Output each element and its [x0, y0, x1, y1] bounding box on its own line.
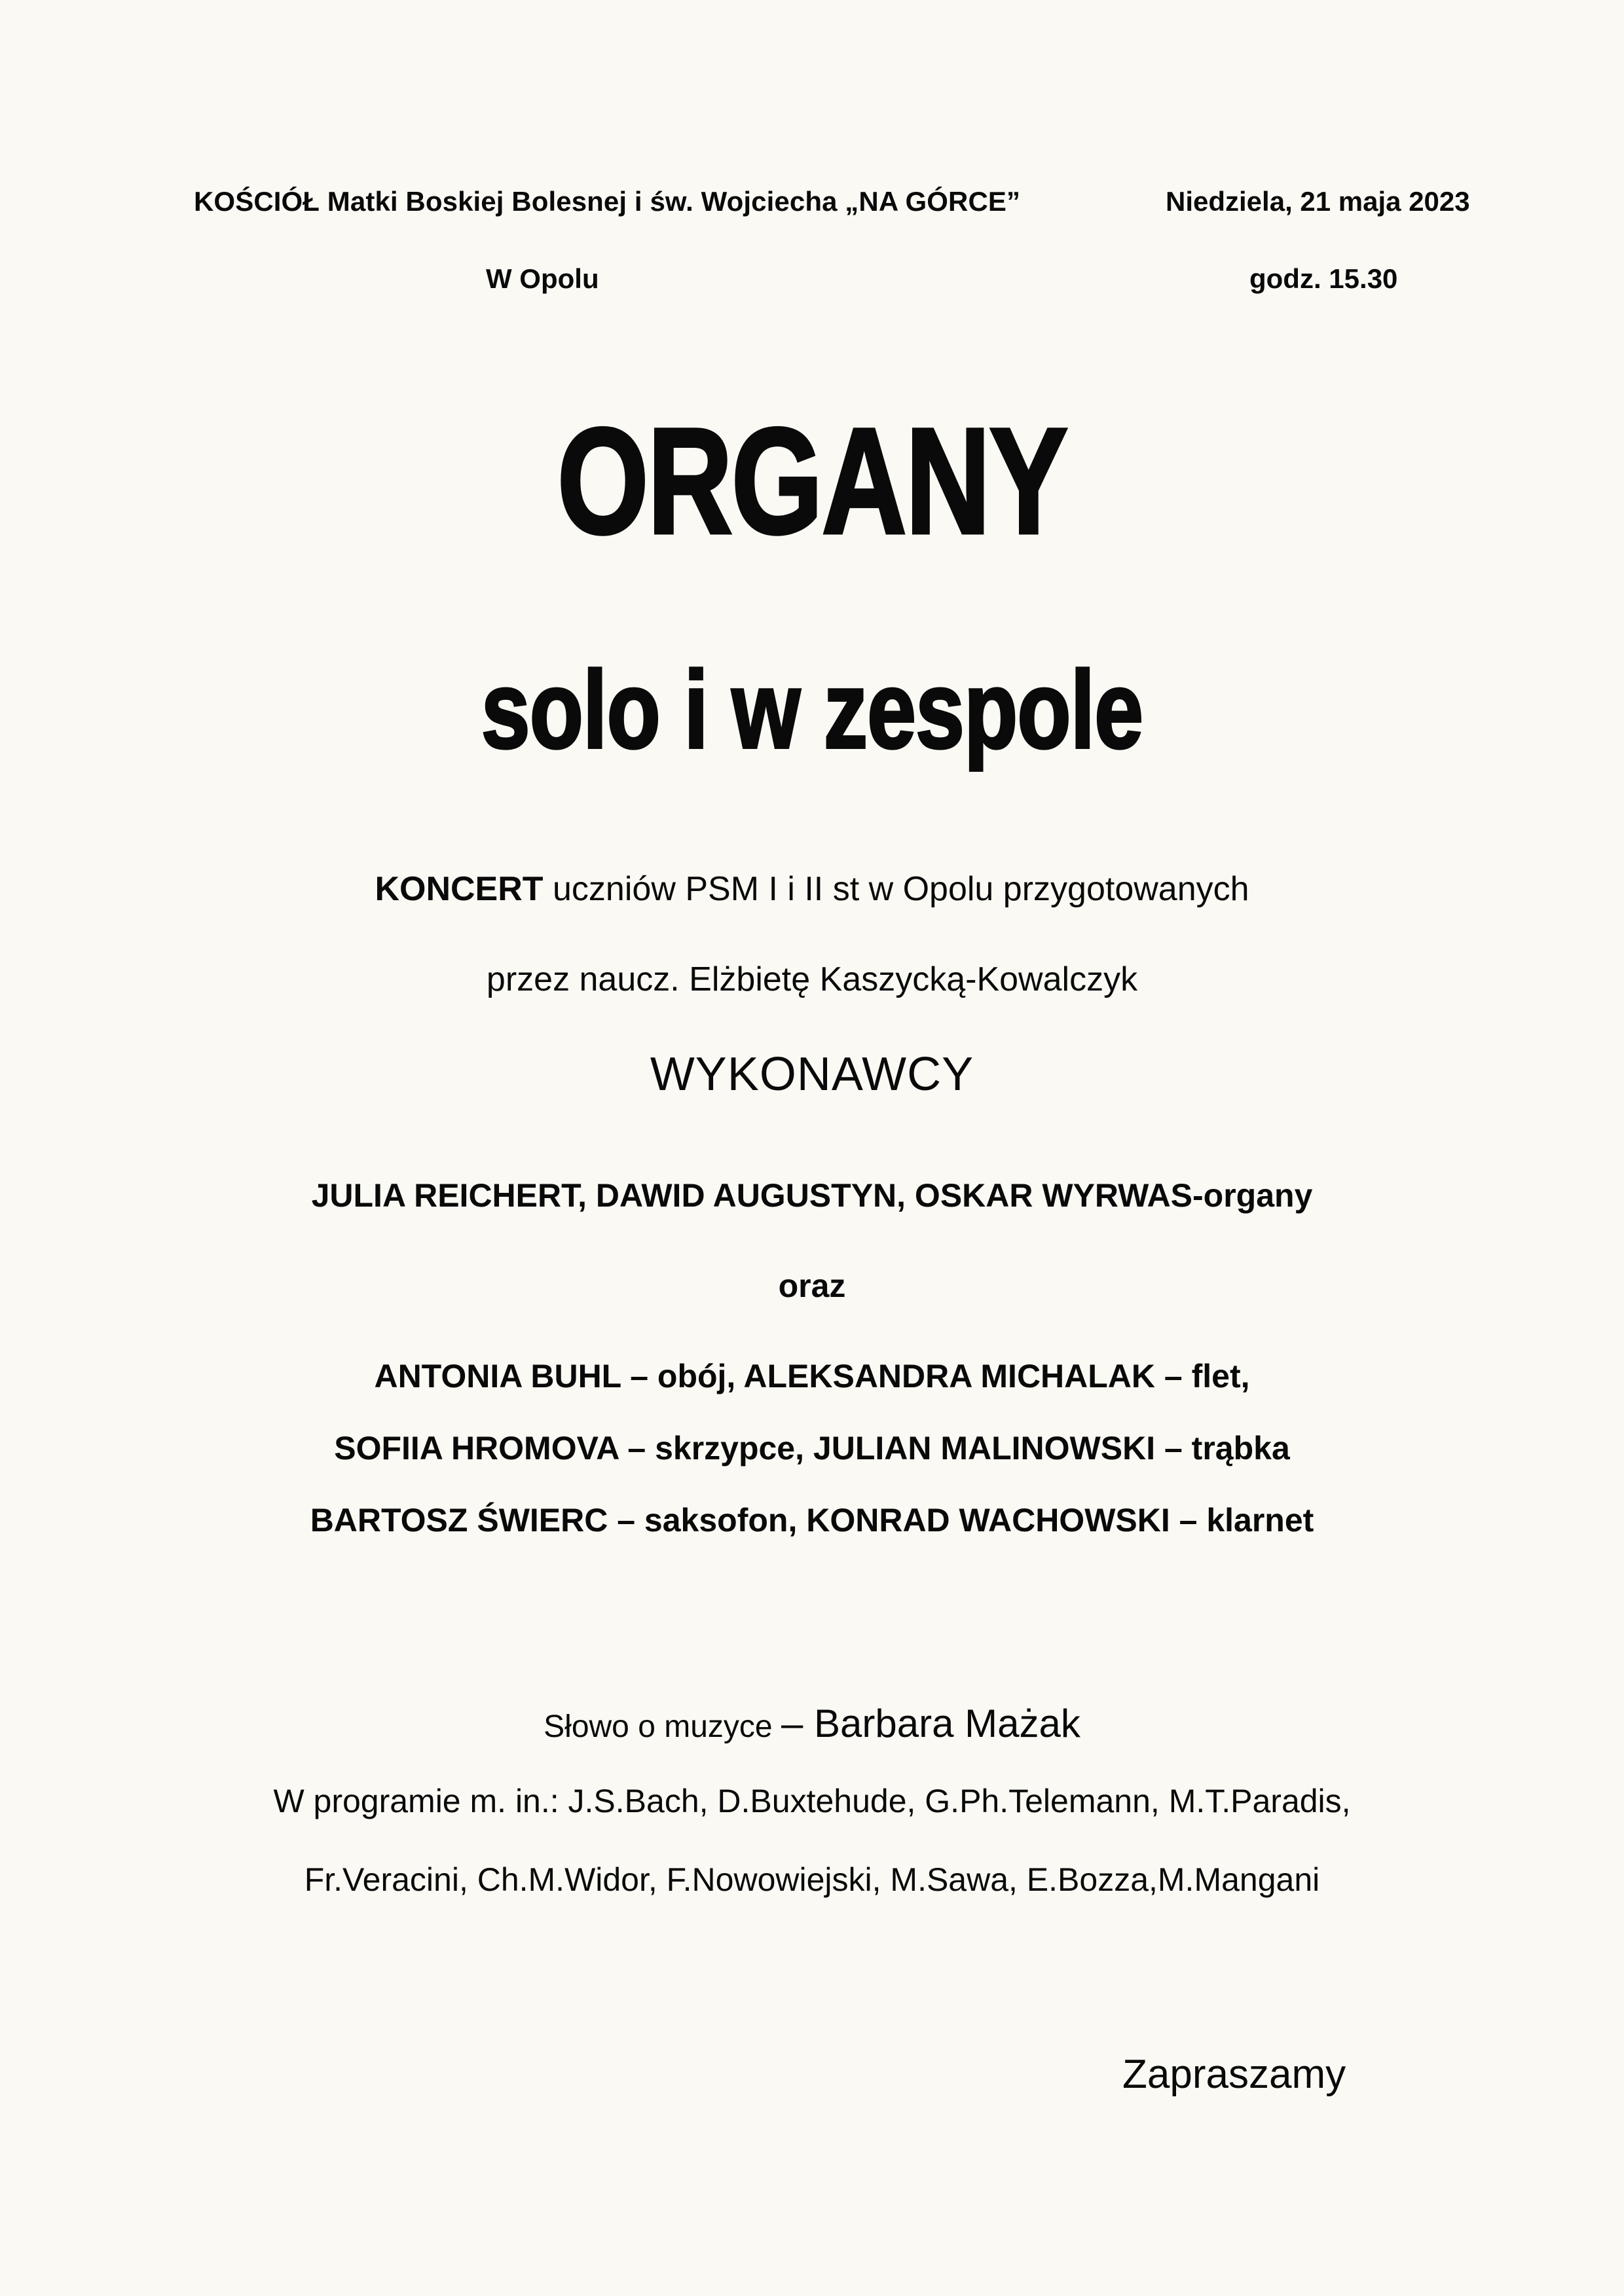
performers-conjunction: oraz [778, 1267, 846, 1304]
performers-ensemble-row: ANTONIA BUHL – obój, ALEKSANDRA MICHALAK – flet, [374, 1358, 1250, 1394]
commentary-label: Słowo o muzyce [544, 1709, 781, 1744]
commentary-speaker: – Barbara Mażak [781, 1702, 1080, 1745]
performers-ensemble-row: SOFIIA HROMOVA – skrzypce, JULIAN MALINOWSKI – trąbka [334, 1430, 1290, 1467]
venue-city: W Opolu [486, 263, 599, 294]
intro-keyword: KONCERT [375, 870, 544, 908]
performers-heading: WYKONAWCY [650, 1048, 974, 1101]
intro-line-1 [0, 869, 1624, 909]
performers-ensemble-row: BARTOSZ ŚWIERC – saksofon, KONRAD WACHOWSKI – klarnet [310, 1502, 1314, 1539]
poster-header [0, 186, 1624, 317]
performers-organists: JULIA REICHERT, DAWID AUGUSTYN, OSKAR WYRWAS-organy [311, 1177, 1313, 1214]
program-line-2: Fr.Veracini, Ch.M.Widor, F.Nowowiejski, M.Sawa, E.Bozza,M.Mangani [304, 1861, 1320, 1898]
program-line-1: W programie m. in.: J.S.Bach, D.Buxtehude, G.Ph.Telemann, M.T.Paradis, [273, 1783, 1351, 1819]
commentary-line [0, 1701, 1624, 1746]
invitation-text: Zapraszamy [1122, 2052, 1346, 2097]
intro-line-1-rest: uczniów PSM I i II st w Opolu przygotowanych [543, 870, 1249, 908]
event-time: godz. 15.30 [1249, 263, 1398, 294]
venue-name: KOŚCIÓŁ Matki Boskiej Bolesnej i św. Wojciecha „NA GÓRCE” [194, 186, 1021, 217]
event-date: Niedziela, 21 maja 2023 [1166, 186, 1470, 217]
intro-line-2: przez naucz. Elżbietę Kaszycką-Kowalczyk [486, 960, 1138, 998]
poster-title-main: ORGANY [557, 397, 1067, 565]
poster-title-sub: solo i w zespole [481, 648, 1143, 771]
